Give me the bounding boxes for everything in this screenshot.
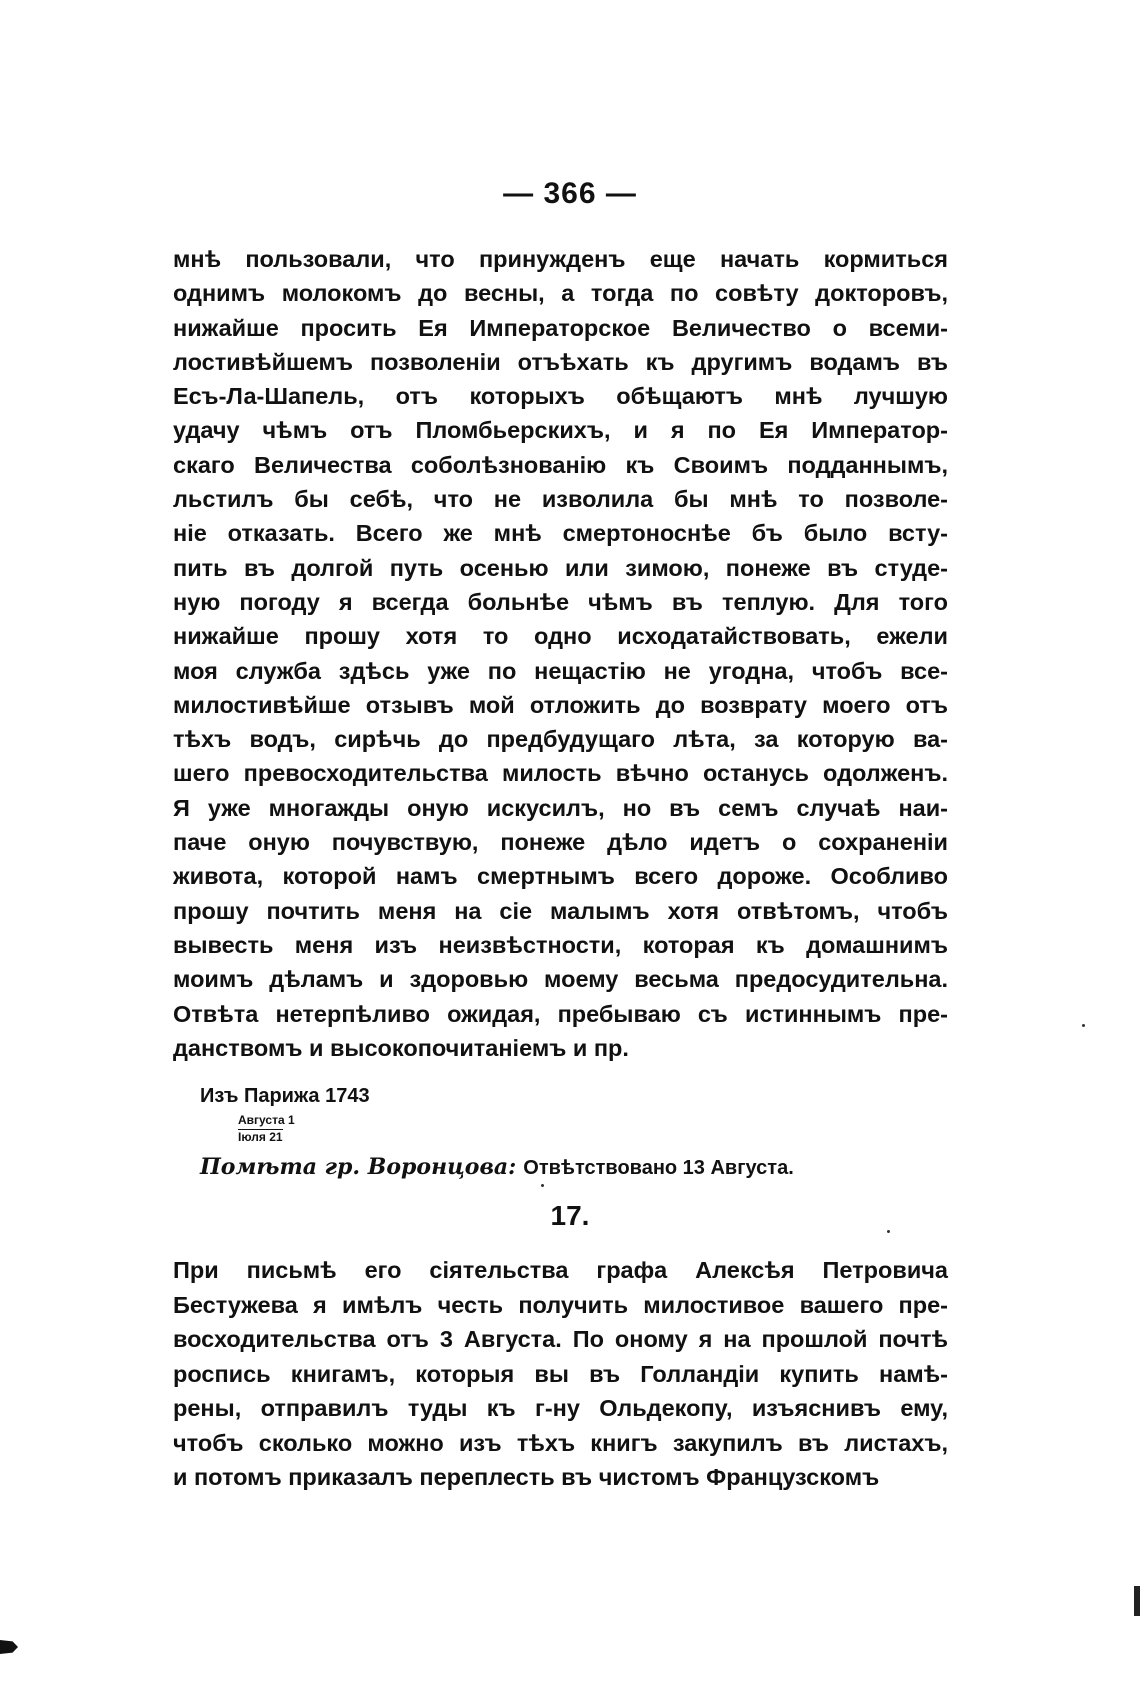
text-line: нижайше прошу хотя то одно исходатайствовать, ежели <box>173 623 948 650</box>
text-line: паче оную почувствую, понеже дѣло идетъ о сохраненіи <box>173 829 948 856</box>
text-line: данствомъ и высокопочитаніемъ и пр. <box>173 1034 629 1061</box>
text-line: тѣхъ водъ, сирѣчь до предбудущаго лѣта, за которую ва- <box>173 726 948 753</box>
text-line: ніе отказать. Всего же мнѣ смертоноснѣе бъ было всту- <box>173 520 948 547</box>
text-line: лостивѣйшемъ позволеніи отъѣхать къ другимъ водамъ въ <box>173 348 948 375</box>
text-line: Бестужева я имѣлъ честь получить милостивое вашего пре- <box>173 1291 948 1318</box>
text-line: Я уже многажды оную искусилъ, но въ семъ случаѣ наи- <box>173 794 948 821</box>
signature-month-2: Іюля 21 <box>238 1130 283 1144</box>
text-line: При письмѣ его сіятельства графа Алексѣя Петровича <box>173 1257 948 1283</box>
text-line: рены, отправилъ туды къ г-ну Ольдекопу, изъяснивъ ему, <box>173 1395 948 1421</box>
text-line: Есъ-Ла-Шапель, отъ которыхъ обѣщаютъ мнѣ лучшую <box>173 383 948 410</box>
text-line: роспись книгамъ, которыя вы въ Голландіи купить намѣ- <box>173 1360 948 1387</box>
text-line: шего превосходительства милость вѣчно останусь одолженъ. <box>173 760 948 787</box>
page-number: — 366 — <box>503 177 637 210</box>
vorontsov-note <box>200 1152 794 1183</box>
signature-place: Изъ Парижа 1743 <box>200 1085 370 1107</box>
text-line: моя служба здѣсь уже по нещастію не угодна, чтобъ все- <box>173 657 948 684</box>
text-line: удачу чѣмъ отъ Пломбьерскихъ, и я по Ея Император- <box>173 417 948 444</box>
text-line: однимъ молокомъ до весны, а тогда по совѣту докторовъ, <box>173 280 948 307</box>
text-line: нижайше просить Ея Императорское Величество о всеми- <box>173 314 948 341</box>
text-line: чтобъ сколько можно изъ тѣхъ книгъ закупилъ въ листахъ, <box>173 1429 948 1456</box>
text-line: мнѣ пользовали, что принужденъ еще начать кормиться <box>173 246 948 272</box>
paragraph-1 <box>173 242 948 1065</box>
text-line: моимъ дѣламъ и здоровью моему весьма предосудительна. <box>173 966 948 993</box>
signature-month-1: Августа 1 <box>238 1113 295 1127</box>
speck-icon <box>1082 1024 1085 1027</box>
edge-mark-icon <box>1134 1586 1140 1616</box>
speck-icon <box>887 1230 890 1233</box>
text-line: милостивѣйше отзывъ мой отложить до возврату моего отъ <box>173 691 948 718</box>
text-line: ную погоду я всегда больнѣе чѣмъ въ теплую. Для того <box>173 588 948 615</box>
margin-mark-icon <box>0 1640 18 1654</box>
text-line: живота, которой намъ смертнымъ всего дороже. Особливо <box>173 863 948 890</box>
text-line: прошу почтить меня на сіе малымъ хотя отвѣтомъ, чтобъ <box>173 897 948 924</box>
text-line: вывесть меня изъ неизвѣстности, которая къ домашнимъ <box>173 931 948 958</box>
note-label: Помѣта гр. Воронцова: <box>200 1154 517 1180</box>
note-text: Отвѣтствовано 13 Августа. <box>523 1157 794 1179</box>
text-line: и потомъ приказалъ переплесть въ чистомъ Французскомъ <box>173 1464 880 1490</box>
text-line: скаго Величества соболѣзнованію къ Своимъ подданнымъ, <box>173 451 948 478</box>
letter-number: 17. <box>550 1200 590 1231</box>
speck-icon <box>541 1184 544 1187</box>
text-line: пить въ долгой путь осенью или зимою, понеже въ студе- <box>173 554 948 581</box>
text-line: восходительства отъ 3 Августа. По оному я на прошлой почтѣ <box>173 1326 948 1352</box>
text-line: Отвѣта нетерпѣливо ожидая, пребываю съ истиннымъ пре- <box>173 1000 948 1027</box>
text-line: льстилъ бы себѣ, что не изволила бы мнѣ то позволе- <box>173 486 948 513</box>
paragraph-2 <box>173 1253 948 1495</box>
